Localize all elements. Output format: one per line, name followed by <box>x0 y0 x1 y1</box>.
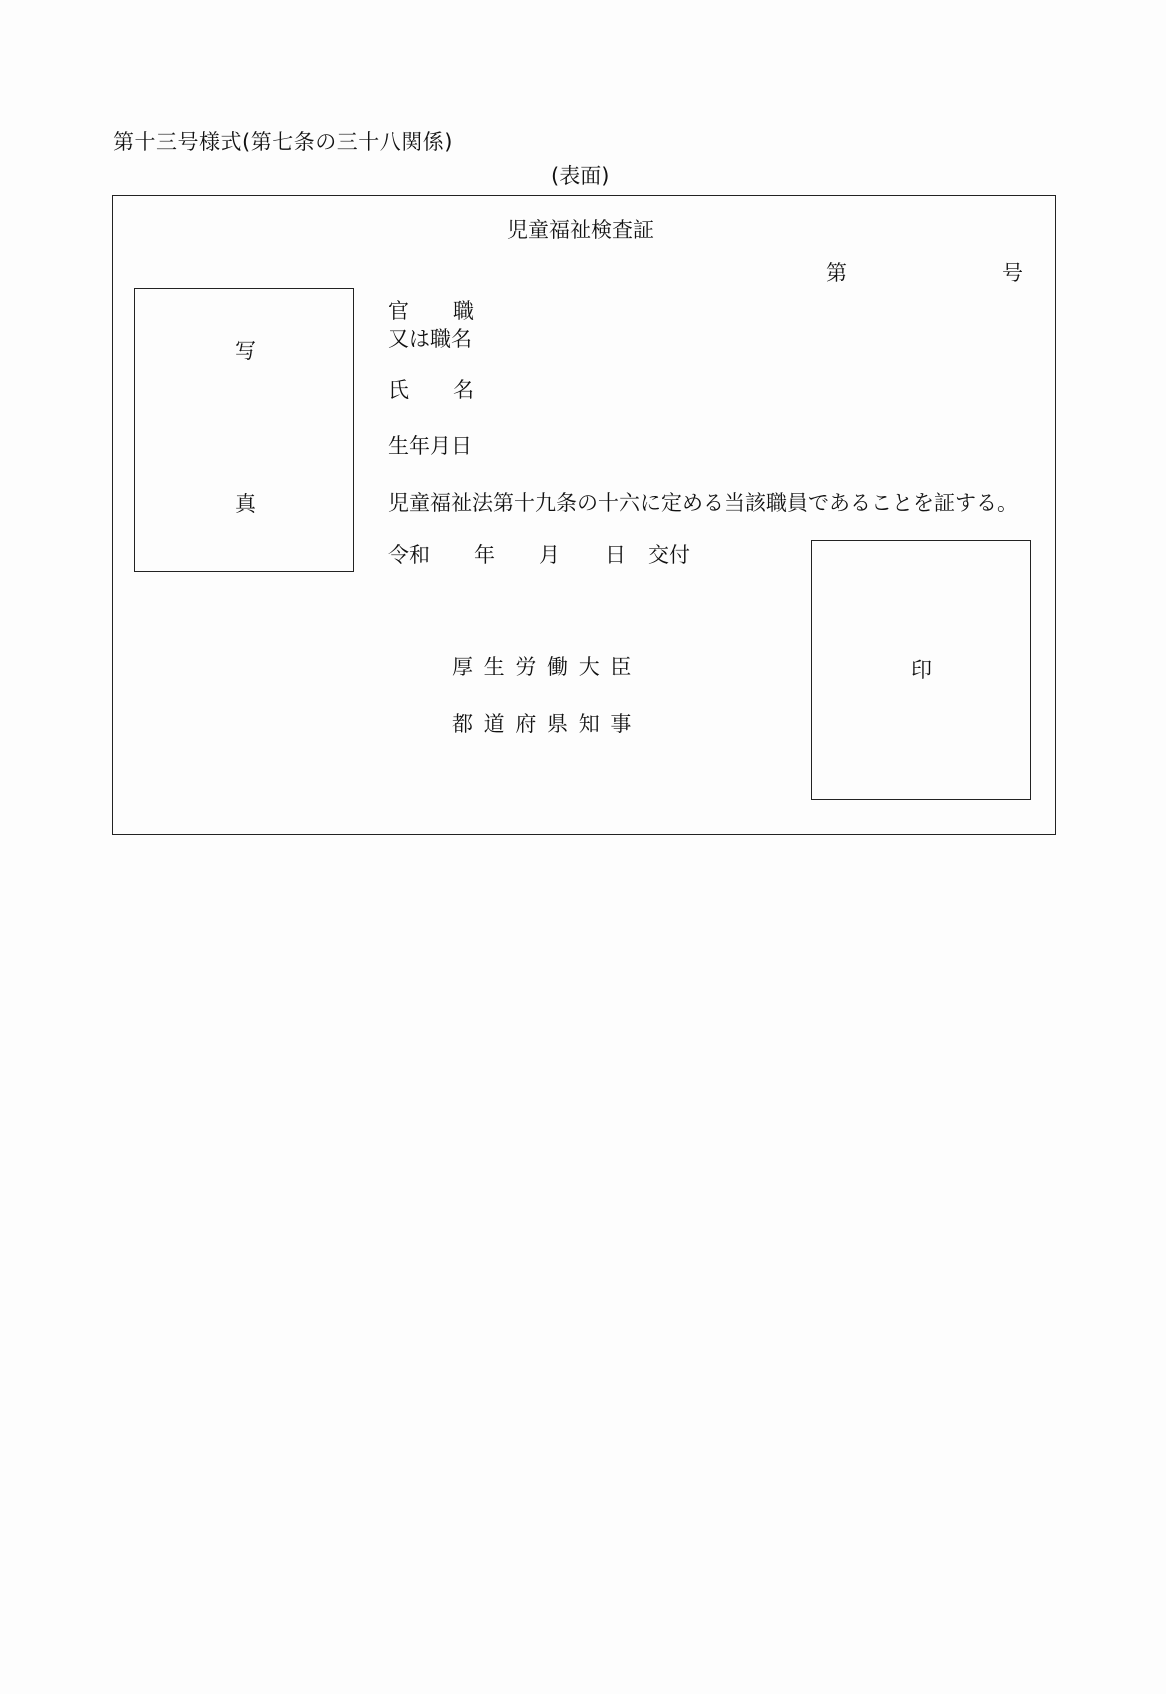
issue-year: 年 <box>474 543 495 567</box>
field-official-title-1: 官 <box>388 299 409 323</box>
card-title: 児童福祉検査証 <box>507 218 654 242</box>
seal-label: 印 <box>911 658 932 682</box>
issue-month: 月 <box>539 543 560 567</box>
number-prefix: 第 <box>826 261 847 285</box>
issue-era: 令和 <box>388 543 430 567</box>
side-label: (表面) <box>551 164 610 188</box>
number-suffix: 号 <box>1002 261 1023 285</box>
form-label: 第十三号様式(第七条の三十八関係) <box>113 130 453 154</box>
photo-box <box>134 288 354 572</box>
certification-text: 児童福祉法第十九条の十六に定める当該職員であることを証する。 <box>388 491 1018 515</box>
photo-label-top: 写 <box>235 339 256 363</box>
issue-day: 日 <box>605 543 626 567</box>
issuer-minister: 厚 生 労 働 大 臣 <box>452 655 632 679</box>
issue-label: 交付 <box>648 543 690 567</box>
field-birthdate: 生年月日 <box>388 434 472 458</box>
issuer-governor: 都 道 府 県 知 事 <box>452 712 632 736</box>
field-job-title: 又は職名 <box>388 327 472 351</box>
field-name-2: 名 <box>453 378 474 402</box>
photo-label-bottom: 真 <box>235 492 256 516</box>
field-official-title-2: 職 <box>453 299 474 323</box>
field-name-1: 氏 <box>388 378 409 402</box>
